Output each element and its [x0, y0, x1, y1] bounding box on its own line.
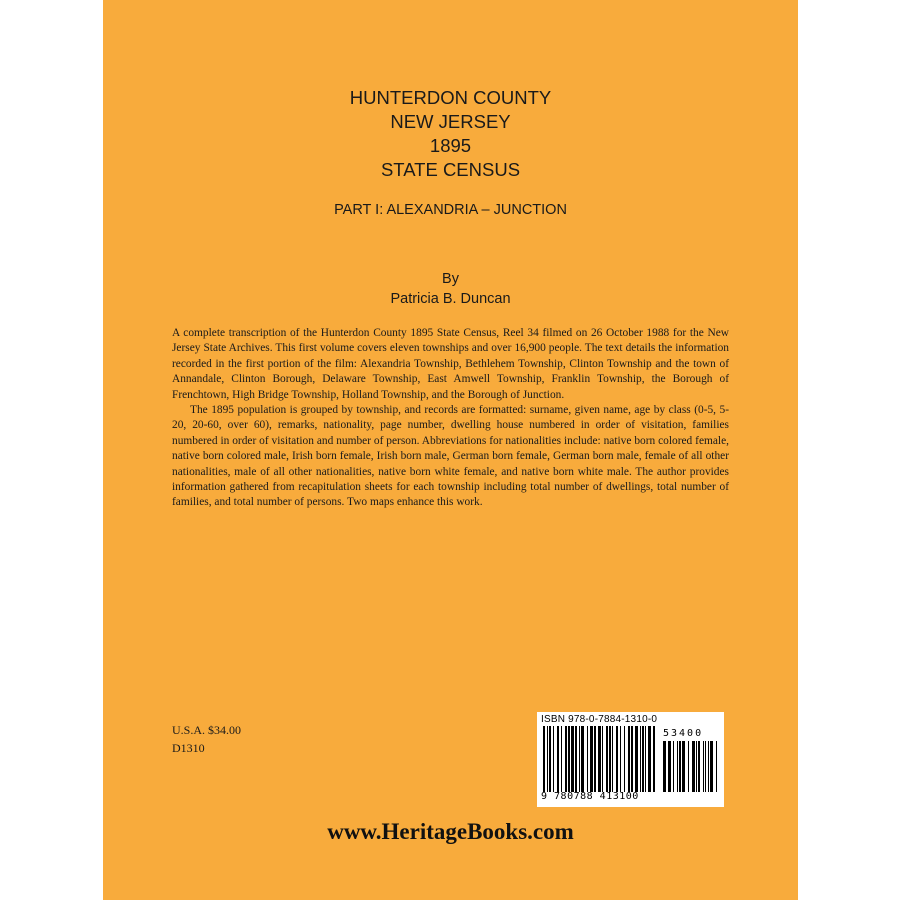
title-line-year: 1895 — [429, 135, 472, 156]
barcode-box — [537, 712, 724, 807]
isbn-digits: 9 780788 413100 — [541, 791, 639, 802]
title-block — [103, 86, 798, 182]
title-line-census: STATE CENSUS — [380, 159, 521, 180]
title-line-state: NEW JERSEY — [390, 111, 511, 132]
price-block — [172, 721, 241, 757]
price-barcode-digits: 53400 — [663, 728, 704, 739]
by-label: By — [442, 271, 459, 287]
byline — [103, 269, 798, 309]
isbn-label: ISBN 978-0-7884-1310-0 — [541, 714, 658, 725]
book-back-cover — [103, 0, 798, 900]
description — [172, 326, 729, 511]
title-line-county: HUNTERDON COUNTY — [349, 87, 552, 108]
author-name: Patricia B. Duncan — [390, 291, 511, 307]
description-paragraph-1: A complete transcription of the Hunterdon County 1895 State Census, Reel 34 filmed on 26 October 1988 for the New Jersey State Archives. This first volume covers eleven townships and over 16,900 people. The text details the information recorded in the first portion of the film: Alexandria Township, Bethlehem Township, Clinton Township and the town of Annandale, Clinton Borough, Delaware Township, East Amwell Township, Franklin Township, the Borough of Frenchtown, High Bridge Township, Holland Township, and the Borough of Junction. — [172, 327, 729, 401]
description-paragraph-2: The 1895 population is grouped by township, and records are formatted: surname, given name, age by class (0-5, 5-20, 20-60, over 60), remarks, nationality, page number, dwelling house numbered in order of visitation, families numbered in order of visitation and number of person. Abbreviations for nationalities include: native born colored female, native born colored male, Irish born female, Irish born male, German born female, German born male, female of all other nationalities, male of all other nationalities, native born white female, and native born white male. The author provides information gathered from recapitulation sheets for each township including total number of dwellings, total number of families, and total number of persons. Two maps enhance this work. — [172, 404, 729, 509]
product-code: D1310 — [172, 741, 205, 755]
price: U.S.A. $34.00 — [172, 723, 242, 737]
part-subtitle: PART I: ALEXANDRIA – JUNCTION — [334, 202, 567, 218]
publisher-website: www.HeritageBooks.com — [327, 819, 574, 844]
